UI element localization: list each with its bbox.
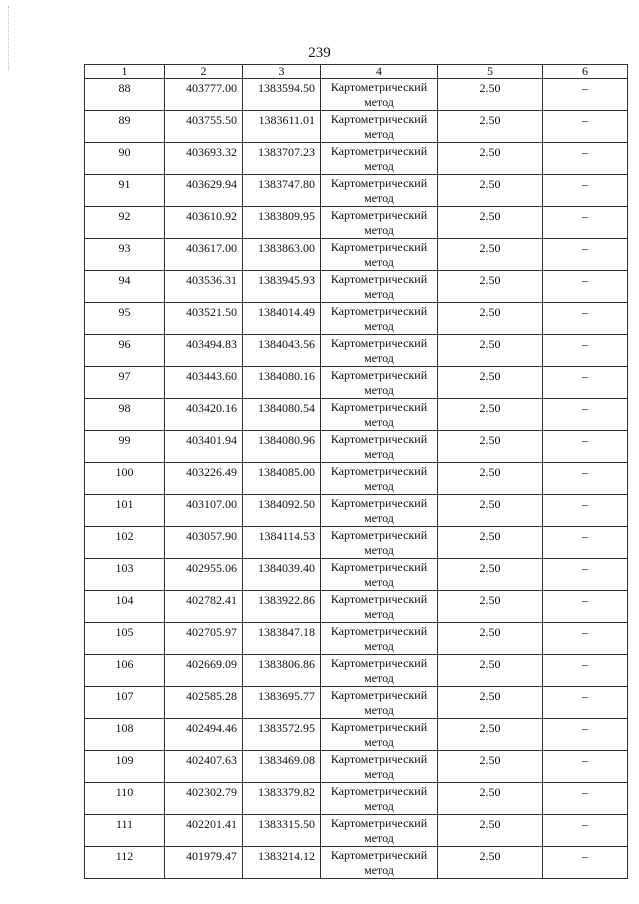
point-number: 97 bbox=[85, 367, 165, 399]
method-line-1: Картометрический bbox=[330, 272, 428, 286]
y-coordinate: 1383747.80 bbox=[243, 175, 321, 207]
y-coordinate: 1384080.96 bbox=[243, 431, 321, 463]
method-line-1: Картометрический bbox=[330, 240, 428, 254]
y-coordinate: 1384092.50 bbox=[243, 495, 321, 527]
table-row bbox=[85, 431, 628, 463]
note-dash: – bbox=[543, 783, 628, 815]
method-cell bbox=[321, 495, 438, 527]
note-dash: – bbox=[543, 431, 628, 463]
method-line-1: Картометрический bbox=[330, 112, 428, 126]
y-coordinate: 1383847.18 bbox=[243, 623, 321, 655]
note-dash: – bbox=[543, 143, 628, 175]
method-line-1: Картометрический bbox=[330, 368, 428, 382]
accuracy-value: 2.50 bbox=[438, 815, 543, 847]
method-line-2: метод bbox=[364, 767, 394, 781]
note-dash: – bbox=[543, 527, 628, 559]
accuracy-value: 2.50 bbox=[438, 751, 543, 783]
accuracy-value: 2.50 bbox=[438, 527, 543, 559]
column-header: 1 bbox=[85, 65, 165, 79]
table-row bbox=[85, 527, 628, 559]
method-cell bbox=[321, 751, 438, 783]
note-dash: – bbox=[543, 495, 628, 527]
method-cell bbox=[321, 687, 438, 719]
method-line-2: метод bbox=[364, 223, 394, 237]
note-dash: – bbox=[543, 687, 628, 719]
column-header: 2 bbox=[165, 65, 243, 79]
accuracy-value: 2.50 bbox=[438, 783, 543, 815]
table-row bbox=[85, 559, 628, 591]
y-coordinate: 1383611.01 bbox=[243, 111, 321, 143]
method-line-2: метод bbox=[364, 415, 394, 429]
table-row bbox=[85, 399, 628, 431]
y-coordinate: 1383809.95 bbox=[243, 207, 321, 239]
table-row bbox=[85, 687, 628, 719]
x-coordinate: 403057.90 bbox=[165, 527, 243, 559]
y-coordinate: 1383863.00 bbox=[243, 239, 321, 271]
note-dash: – bbox=[543, 847, 628, 879]
table-row bbox=[85, 591, 628, 623]
point-number: 107 bbox=[85, 687, 165, 719]
point-number: 94 bbox=[85, 271, 165, 303]
point-number: 110 bbox=[85, 783, 165, 815]
point-number: 95 bbox=[85, 303, 165, 335]
x-coordinate: 403401.94 bbox=[165, 431, 243, 463]
method-line-1: Картометрический bbox=[330, 752, 428, 766]
method-line-1: Картометрический bbox=[330, 208, 428, 222]
note-dash: – bbox=[543, 271, 628, 303]
method-line-1: Картометрический bbox=[330, 528, 428, 542]
method-line-2: метод bbox=[364, 831, 394, 845]
table-row bbox=[85, 79, 628, 111]
method-cell bbox=[321, 719, 438, 751]
note-dash: – bbox=[543, 111, 628, 143]
accuracy-value: 2.50 bbox=[438, 847, 543, 879]
y-coordinate: 1384080.54 bbox=[243, 399, 321, 431]
point-number: 111 bbox=[85, 815, 165, 847]
point-number: 90 bbox=[85, 143, 165, 175]
method-line-2: метод bbox=[364, 543, 394, 557]
method-line-1: Картометрический bbox=[330, 80, 428, 94]
x-coordinate: 403536.31 bbox=[165, 271, 243, 303]
method-line-2: метод bbox=[364, 383, 394, 397]
table-header-row bbox=[85, 65, 628, 79]
method-line-2: метод bbox=[364, 255, 394, 269]
point-number: 98 bbox=[85, 399, 165, 431]
table-row bbox=[85, 751, 628, 783]
accuracy-value: 2.50 bbox=[438, 111, 543, 143]
x-coordinate: 402494.46 bbox=[165, 719, 243, 751]
note-dash: – bbox=[543, 79, 628, 111]
y-coordinate: 1384080.16 bbox=[243, 367, 321, 399]
y-coordinate: 1383922.86 bbox=[243, 591, 321, 623]
y-coordinate: 1383469.08 bbox=[243, 751, 321, 783]
method-cell bbox=[321, 463, 438, 495]
y-coordinate: 1384043.56 bbox=[243, 335, 321, 367]
x-coordinate: 403617.00 bbox=[165, 239, 243, 271]
note-dash: – bbox=[543, 623, 628, 655]
method-line-2: метод bbox=[364, 799, 394, 813]
x-coordinate: 403629.94 bbox=[165, 175, 243, 207]
method-line-1: Картометрический bbox=[330, 624, 428, 638]
x-coordinate: 402782.41 bbox=[165, 591, 243, 623]
accuracy-value: 2.50 bbox=[438, 463, 543, 495]
method-line-2: метод bbox=[364, 703, 394, 717]
x-coordinate: 403107.00 bbox=[165, 495, 243, 527]
table-row bbox=[85, 271, 628, 303]
point-number: 104 bbox=[85, 591, 165, 623]
accuracy-value: 2.50 bbox=[438, 687, 543, 719]
point-number: 89 bbox=[85, 111, 165, 143]
accuracy-value: 2.50 bbox=[438, 399, 543, 431]
method-line-1: Картометрический bbox=[330, 432, 428, 446]
table-row bbox=[85, 143, 628, 175]
method-line-2: метод bbox=[364, 447, 394, 461]
y-coordinate: 1384039.40 bbox=[243, 559, 321, 591]
y-coordinate: 1383379.82 bbox=[243, 783, 321, 815]
table-row bbox=[85, 463, 628, 495]
accuracy-value: 2.50 bbox=[438, 175, 543, 207]
note-dash: – bbox=[543, 751, 628, 783]
method-line-1: Картометрический bbox=[330, 816, 428, 830]
page-number: 239 bbox=[308, 45, 331, 61]
y-coordinate: 1383695.77 bbox=[243, 687, 321, 719]
y-coordinate: 1384085.00 bbox=[243, 463, 321, 495]
method-line-1: Картометрический bbox=[330, 464, 428, 478]
y-coordinate: 1383945.93 bbox=[243, 271, 321, 303]
point-number: 108 bbox=[85, 719, 165, 751]
method-cell bbox=[321, 431, 438, 463]
method-cell bbox=[321, 367, 438, 399]
method-line-2: метод bbox=[364, 287, 394, 301]
point-number: 92 bbox=[85, 207, 165, 239]
note-dash: – bbox=[543, 175, 628, 207]
x-coordinate: 402201.41 bbox=[165, 815, 243, 847]
x-coordinate: 402407.63 bbox=[165, 751, 243, 783]
table-row bbox=[85, 719, 628, 751]
method-line-2: метод bbox=[364, 95, 394, 109]
x-coordinate: 403755.50 bbox=[165, 111, 243, 143]
table-row bbox=[85, 303, 628, 335]
method-line-1: Картометрический bbox=[330, 144, 428, 158]
note-dash: – bbox=[543, 399, 628, 431]
accuracy-value: 2.50 bbox=[438, 79, 543, 111]
table-row bbox=[85, 175, 628, 207]
method-line-2: метод bbox=[364, 639, 394, 653]
y-coordinate: 1383594.50 bbox=[243, 79, 321, 111]
table-row bbox=[85, 847, 628, 879]
point-number: 106 bbox=[85, 655, 165, 687]
method-line-1: Картометрический bbox=[330, 848, 428, 862]
accuracy-value: 2.50 bbox=[438, 591, 543, 623]
x-coordinate: 402955.06 bbox=[165, 559, 243, 591]
method-line-1: Картометрический bbox=[330, 304, 428, 318]
y-coordinate: 1383572.95 bbox=[243, 719, 321, 751]
method-cell bbox=[321, 239, 438, 271]
method-line-1: Картометрический bbox=[330, 560, 428, 574]
method-cell bbox=[321, 111, 438, 143]
y-coordinate: 1383806.86 bbox=[243, 655, 321, 687]
table-row bbox=[85, 335, 628, 367]
x-coordinate: 402302.79 bbox=[165, 783, 243, 815]
table-row bbox=[85, 495, 628, 527]
table-row bbox=[85, 207, 628, 239]
point-number: 105 bbox=[85, 623, 165, 655]
method-cell bbox=[321, 271, 438, 303]
method-cell bbox=[321, 847, 438, 879]
point-number: 91 bbox=[85, 175, 165, 207]
x-coordinate: 403226.49 bbox=[165, 463, 243, 495]
method-cell bbox=[321, 303, 438, 335]
accuracy-value: 2.50 bbox=[438, 495, 543, 527]
table-row bbox=[85, 623, 628, 655]
x-coordinate: 403521.50 bbox=[165, 303, 243, 335]
method-line-2: метод bbox=[364, 735, 394, 749]
accuracy-value: 2.50 bbox=[438, 431, 543, 463]
x-coordinate: 403610.92 bbox=[165, 207, 243, 239]
column-header: 6 bbox=[543, 65, 628, 79]
y-coordinate: 1384114.53 bbox=[243, 527, 321, 559]
method-cell bbox=[321, 591, 438, 623]
point-number: 103 bbox=[85, 559, 165, 591]
method-cell bbox=[321, 143, 438, 175]
method-line-1: Картометрический bbox=[330, 656, 428, 670]
method-line-2: метод bbox=[364, 863, 394, 877]
point-number: 109 bbox=[85, 751, 165, 783]
note-dash: – bbox=[543, 591, 628, 623]
note-dash: – bbox=[543, 815, 628, 847]
accuracy-value: 2.50 bbox=[438, 239, 543, 271]
accuracy-value: 2.50 bbox=[438, 143, 543, 175]
point-number: 102 bbox=[85, 527, 165, 559]
x-coordinate: 403420.16 bbox=[165, 399, 243, 431]
accuracy-value: 2.50 bbox=[438, 719, 543, 751]
method-line-1: Картометрический bbox=[330, 592, 428, 606]
note-dash: – bbox=[543, 303, 628, 335]
point-number: 99 bbox=[85, 431, 165, 463]
method-cell bbox=[321, 815, 438, 847]
method-line-2: метод bbox=[364, 479, 394, 493]
table-row bbox=[85, 783, 628, 815]
method-cell bbox=[321, 623, 438, 655]
table-row bbox=[85, 367, 628, 399]
column-header: 5 bbox=[438, 65, 543, 79]
accuracy-value: 2.50 bbox=[438, 303, 543, 335]
x-coordinate: 403443.60 bbox=[165, 367, 243, 399]
x-coordinate: 401979.47 bbox=[165, 847, 243, 879]
y-coordinate: 1383315.50 bbox=[243, 815, 321, 847]
method-cell bbox=[321, 655, 438, 687]
point-number: 96 bbox=[85, 335, 165, 367]
method-line-2: метод bbox=[364, 351, 394, 365]
method-line-1: Картометрический bbox=[330, 400, 428, 414]
accuracy-value: 2.50 bbox=[438, 623, 543, 655]
method-line-1: Картометрический bbox=[330, 336, 428, 350]
method-cell bbox=[321, 527, 438, 559]
note-dash: – bbox=[543, 463, 628, 495]
x-coordinate: 403494.83 bbox=[165, 335, 243, 367]
x-coordinate: 402669.09 bbox=[165, 655, 243, 687]
x-coordinate: 402585.28 bbox=[165, 687, 243, 719]
method-line-1: Картометрический bbox=[330, 688, 428, 702]
point-number: 101 bbox=[85, 495, 165, 527]
method-line-2: метод bbox=[364, 319, 394, 333]
method-line-1: Картометрический bbox=[330, 720, 428, 734]
method-line-2: метод bbox=[364, 607, 394, 621]
method-cell bbox=[321, 207, 438, 239]
method-line-2: метод bbox=[364, 191, 394, 205]
note-dash: – bbox=[543, 335, 628, 367]
table-row bbox=[85, 239, 628, 271]
table-row bbox=[85, 111, 628, 143]
accuracy-value: 2.50 bbox=[438, 655, 543, 687]
point-number: 93 bbox=[85, 239, 165, 271]
accuracy-value: 2.50 bbox=[438, 271, 543, 303]
method-cell bbox=[321, 399, 438, 431]
method-line-1: Картометрический bbox=[330, 176, 428, 190]
table-row bbox=[85, 815, 628, 847]
method-line-2: метод bbox=[364, 575, 394, 589]
note-dash: – bbox=[543, 655, 628, 687]
note-dash: – bbox=[543, 239, 628, 271]
point-number: 88 bbox=[85, 79, 165, 111]
method-cell bbox=[321, 175, 438, 207]
method-line-2: метод bbox=[364, 127, 394, 141]
note-dash: – bbox=[543, 719, 628, 751]
coordinates-table bbox=[84, 64, 628, 879]
column-header: 3 bbox=[243, 65, 321, 79]
method-cell bbox=[321, 335, 438, 367]
y-coordinate: 1384014.49 bbox=[243, 303, 321, 335]
note-dash: – bbox=[543, 367, 628, 399]
point-number: 112 bbox=[85, 847, 165, 879]
point-number: 100 bbox=[85, 463, 165, 495]
x-coordinate: 403693.32 bbox=[165, 143, 243, 175]
accuracy-value: 2.50 bbox=[438, 559, 543, 591]
x-coordinate: 402705.97 bbox=[165, 623, 243, 655]
x-coordinate: 403777.00 bbox=[165, 79, 243, 111]
method-line-1: Картометрический bbox=[330, 784, 428, 798]
note-dash: – bbox=[543, 207, 628, 239]
method-cell bbox=[321, 559, 438, 591]
table-row bbox=[85, 655, 628, 687]
method-cell bbox=[321, 79, 438, 111]
accuracy-value: 2.50 bbox=[438, 367, 543, 399]
method-line-2: метод bbox=[364, 159, 394, 173]
accuracy-value: 2.50 bbox=[438, 207, 543, 239]
method-line-1: Картометрический bbox=[330, 496, 428, 510]
column-header: 4 bbox=[321, 65, 438, 79]
method-line-2: метод bbox=[364, 671, 394, 685]
y-coordinate: 1383707.23 bbox=[243, 143, 321, 175]
method-line-2: метод bbox=[364, 511, 394, 525]
y-coordinate: 1383214.12 bbox=[243, 847, 321, 879]
note-dash: – bbox=[543, 559, 628, 591]
accuracy-value: 2.50 bbox=[438, 335, 543, 367]
method-cell bbox=[321, 783, 438, 815]
